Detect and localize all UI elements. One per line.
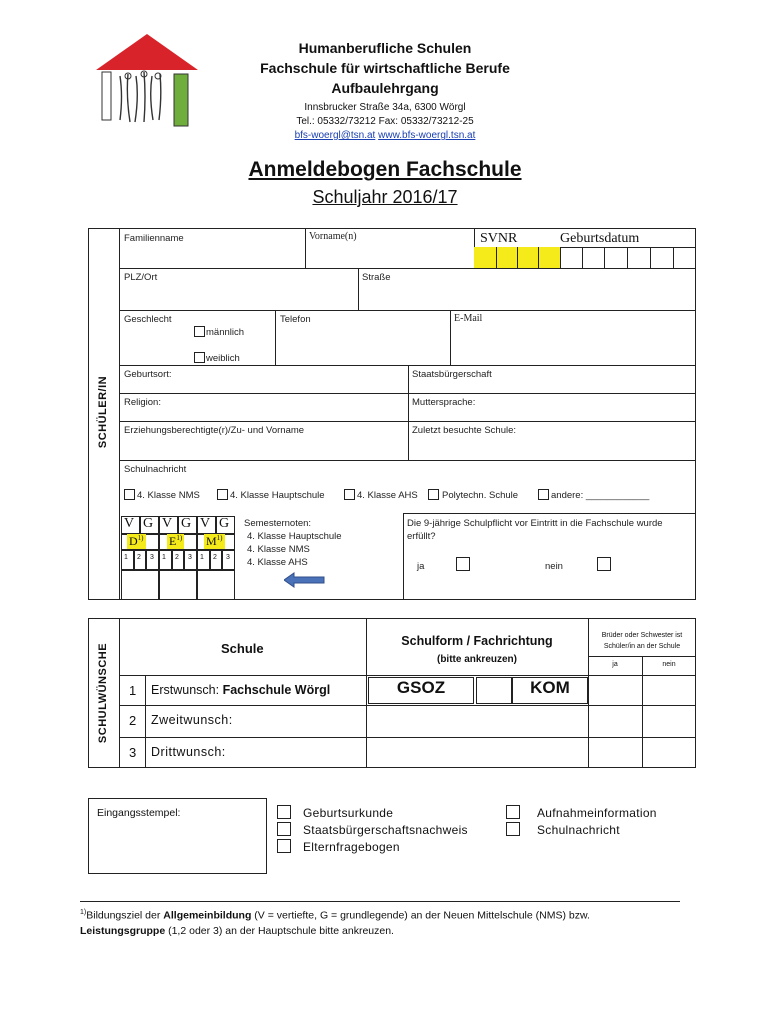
maennlich-checkbox[interactable]	[194, 326, 205, 337]
option-andere-label: andere: ____________	[551, 490, 650, 501]
student-sidebar-label: SCHÜLER/IN	[97, 375, 109, 449]
elternfragebogen-checkbox[interactable]	[277, 839, 291, 853]
subject-e: E	[169, 534, 177, 548]
strasse-label: Straße	[362, 272, 391, 283]
grade-v2[interactable]: V	[162, 516, 173, 531]
grade-num[interactable]: 3	[188, 554, 192, 561]
semester-item-nms: 4. Klasse NMS	[247, 544, 310, 555]
geburtsurkunde-label: Geburtsurkunde	[303, 806, 394, 820]
grade-num[interactable]: 1	[162, 554, 166, 561]
option-nms-label: 4. Klasse NMS	[137, 490, 200, 501]
aufnahmeinformation-label: Aufnahmeinformation	[537, 806, 657, 820]
staatsbuergerschaftsnachweis-label: Staatsbürgerschaftsnachweis	[303, 823, 468, 837]
header-phone: Tel.: 05332/73212 Fax: 05332/73212-25	[296, 116, 474, 127]
geburtsdatum-input[interactable]	[560, 247, 696, 268]
footnote-bold-1: Allgemeinbildung	[163, 909, 252, 922]
grade-num[interactable]: 1	[200, 554, 204, 561]
arrow-left-icon	[284, 572, 326, 593]
email-label: E-Mail	[454, 313, 483, 324]
grade-num[interactable]: 3	[150, 554, 154, 561]
option-poly-checkbox[interactable]	[428, 489, 439, 500]
zuletzt-label: Zuletzt besuchte Schule:	[412, 425, 517, 436]
footnote-text: (V = vertiefte, G = grundlegende) an der Neuen Mittelschule (NMS) bzw.	[251, 909, 590, 922]
header-line3: Aufbaulehrgang	[331, 80, 439, 96]
maennlich-label: männlich	[206, 327, 245, 338]
grade-num[interactable]: 2	[213, 554, 217, 561]
familienname-label: Familienname	[124, 233, 184, 244]
option-ahs-label: 4. Klasse AHS	[357, 490, 418, 501]
weiblich-label: weiblich	[206, 353, 240, 364]
grade-v1[interactable]: V	[124, 516, 135, 531]
subject-m-sup: 1)	[216, 534, 223, 542]
grade-v3[interactable]: V	[200, 516, 211, 531]
geschwister-header: Brüder oder Schwester ist Schüler/in an der Schule	[601, 632, 683, 650]
school-logo	[92, 32, 202, 132]
gsoz-label: GSOZ	[396, 678, 446, 697]
svnr-label: SVNR	[480, 231, 518, 246]
header-line2: Fachschule für wirtschaftliche Berufe	[260, 60, 510, 76]
gsoz-check[interactable]	[476, 677, 512, 704]
schulform-header: Schulform / Fachrichtung	[401, 634, 553, 648]
weiblich-checkbox[interactable]	[194, 352, 205, 363]
form-title: Anmeldebogen Fachschule	[248, 158, 522, 181]
subject-e-sup: 1)	[176, 534, 183, 542]
semester-title: Semesternoten:	[244, 518, 312, 529]
wish-row-2-num: 2	[129, 713, 137, 728]
plz-label: PLZ/Ort	[124, 272, 158, 283]
footnote	[80, 905, 680, 939]
footnote-divider	[80, 901, 680, 902]
geschlecht-label: Geschlecht	[124, 314, 172, 325]
schulpflicht-nein-checkbox[interactable]	[597, 557, 611, 571]
muttersprache-label: Muttersprache:	[412, 397, 476, 408]
schule-header: Schule	[221, 641, 264, 656]
geburtsort-label: Geburtsort:	[124, 369, 172, 380]
option-hs-label: 4. Klasse Hauptschule	[230, 490, 325, 501]
website-link[interactable]: www.bfs-woergl.tsn.at	[378, 130, 476, 141]
geburtsdatum-label: Geburtsdatum	[560, 231, 640, 246]
geschwister-nein: nein	[662, 661, 676, 668]
grade-g1[interactable]: G	[143, 516, 154, 531]
schulnachricht-doc-label: Schulnachricht	[537, 823, 620, 837]
semester-item-hs: 4. Klasse Hauptschule	[247, 531, 342, 542]
option-andere-checkbox[interactable]	[538, 489, 549, 500]
grade-grid	[121, 516, 235, 570]
footnote-text: Bildungsziel der	[86, 909, 164, 922]
option-ahs-checkbox[interactable]	[344, 489, 355, 500]
ankreuzen-label: (bitte ankreuzen)	[436, 654, 517, 665]
subject-m: M	[206, 534, 217, 548]
option-hs-checkbox[interactable]	[217, 489, 228, 500]
subject-d: D	[129, 534, 138, 548]
elternfragebogen-label: Elternfragebogen	[303, 840, 400, 854]
religion-label: Religion:	[124, 397, 161, 408]
grade-num[interactable]: 2	[137, 554, 141, 561]
wish-row-1-prefix: Erstwunsch:	[151, 683, 223, 697]
staatsbuergerschaft-label: Staatsbürgerschaft	[412, 369, 492, 380]
grade-g2[interactable]: G	[181, 516, 192, 531]
schulnachricht-doc-checkbox[interactable]	[506, 822, 520, 836]
option-poly-label: Polytechn. Schule	[442, 490, 519, 501]
semester-item-ahs: 4. Klasse AHS	[247, 557, 308, 568]
schulpflicht-ja-checkbox[interactable]	[456, 557, 470, 571]
geburtsurkunde-checkbox[interactable]	[277, 805, 291, 819]
header-line1: Humanberufliche Schulen	[298, 40, 472, 56]
geschwister-ja: ja	[612, 661, 618, 668]
aufnahmeinformation-checkbox[interactable]	[506, 805, 520, 819]
wish-row-1-school: Fachschule Wörgl	[222, 683, 331, 697]
erziehung-label: Erziehungsberechtigte(r)/Zu- und Vorname	[124, 425, 305, 436]
wish-row-1-num: 1	[129, 683, 137, 698]
kom-label: KOM	[530, 678, 570, 697]
footnote-text: (1,2 oder 3) an der Hauptschule bitte ankreuzen.	[165, 924, 394, 937]
schulnachricht-label: Schulnachricht	[124, 464, 187, 475]
wish-row-3-num: 3	[129, 745, 137, 760]
telefon-label: Telefon	[280, 314, 311, 325]
schulpflicht-ja-label: ja	[417, 561, 425, 572]
grade-num[interactable]: 2	[175, 554, 179, 561]
grade-num[interactable]: 1	[124, 554, 128, 561]
wish-row-3[interactable]: Drittwunsch:	[151, 745, 226, 759]
eingangsstempel-label: Eingangsstempel:	[97, 807, 181, 819]
wishes-sidebar-label: SCHULWÜNSCHE	[97, 642, 109, 744]
wish-row-2[interactable]: Zweitwunsch:	[151, 713, 233, 727]
grade-num[interactable]: 3	[226, 554, 230, 561]
staatsbuergerschaftsnachweis-checkbox[interactable]	[277, 822, 291, 836]
wish-row-1[interactable]	[151, 683, 330, 697]
vorname-label: Vorname(n)	[309, 231, 357, 242]
email-link[interactable]: bfs-woergl@tsn.at	[294, 130, 376, 141]
school-year: Schuljahr 2016/17	[312, 187, 458, 207]
grade-g3[interactable]: G	[219, 516, 230, 531]
subject-d-sup: 1)	[137, 534, 144, 542]
option-nms-checkbox[interactable]	[124, 489, 135, 500]
footnote-bold-2: Leistungsgruppe	[80, 924, 166, 937]
schulpflicht-question: Die 9-jährige Schulpflicht vor Eintritt in die Fachschule wurde erfüllt?	[407, 518, 663, 542]
schulpflicht-nein-label: nein	[545, 561, 563, 572]
header-address: Innsbrucker Straße 34a, 6300 Wörgl	[304, 102, 466, 113]
footnote-sup: 1)	[80, 909, 87, 916]
